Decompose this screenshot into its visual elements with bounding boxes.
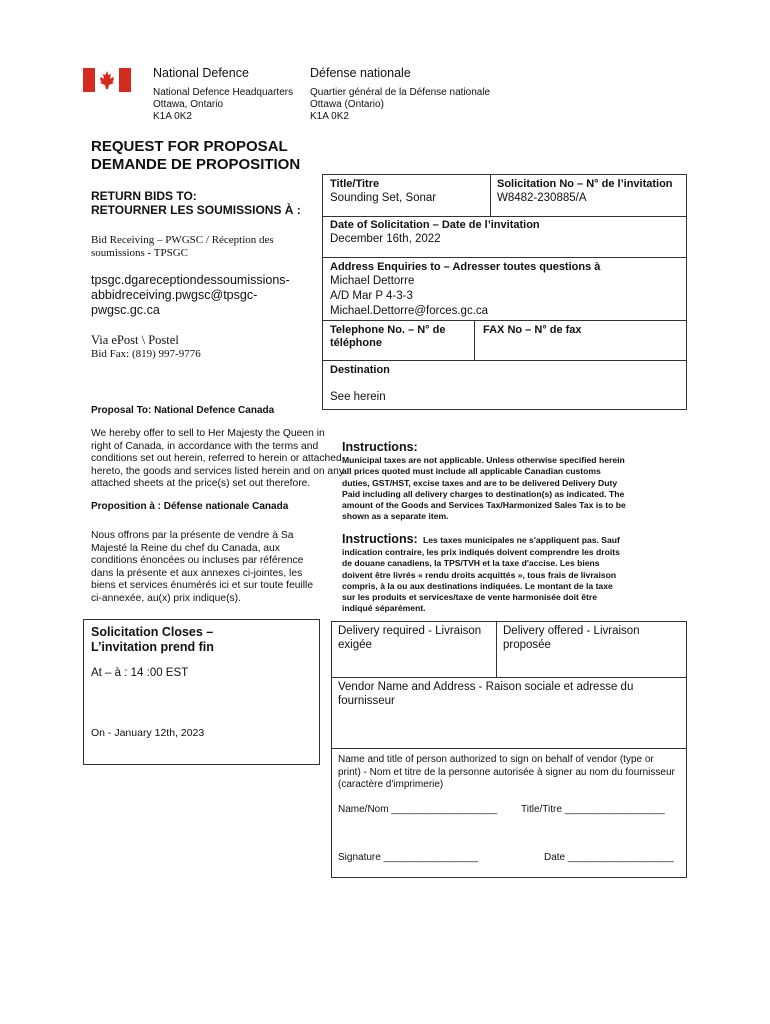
- instructions-body-en: Municipal taxes are not applicable. Unless otherwise specified herein all prices quoted must include all applicable Canadian customs duties, GST/HST, excise taxes and are to be delivered Delivery Duty Paid including all delivery charges to destination(s) as indicated. The amount of the Goods and Services Tax/Harmonized Sales Tax is to be shown as a separate item.: [342, 455, 626, 522]
- delivery-offered-cell: [497, 622, 686, 678]
- dept-name-en: National Defence: [153, 66, 249, 80]
- solicitation-no-cell: [491, 175, 686, 217]
- telephone-label: Telephone No. – N° de téléphone: [330, 324, 446, 349]
- title-label: Title/Titre: [330, 178, 380, 190]
- instructions-body-fr: indication contraire, les prix indiqués doivent comprendre les droits de douane canadiens, la TPS/TVH et la taxe d'accise. Les biens doivent être livrés « rendu droits acquittés », tous frais de livraison compris, à la ou aux destinations indiquées. Le montant de la taxe sur les produits et services/taxe de vente harmonisée doit être indiqué séparément.: [342, 547, 620, 614]
- solicitation-no-label: Solicitation No – N° de l’invitation: [497, 178, 673, 190]
- date-field[interactable]: Date ___________________: [544, 852, 674, 863]
- closing-time: At – à : 14 :00 EST: [91, 667, 189, 679]
- vendor-name-cell: [332, 678, 686, 749]
- enquiries-label: Address Enquiries to – Adresser toutes questions à: [330, 261, 601, 273]
- return-bids-heading: RETURN BIDS TO: RETOURNER LES SOUMISSIONS À :: [91, 189, 301, 217]
- authorized-signer-cell: [332, 749, 686, 877]
- title-value: Sounding Set, Sonar: [330, 192, 437, 204]
- destination-label: Destination: [330, 364, 390, 376]
- fax-cell: [475, 321, 686, 361]
- name-field[interactable]: Name/Nom ___________________: [338, 804, 498, 815]
- instructions-heading-en: Instructions:: [342, 440, 418, 454]
- solicitation-date-label: Date of Solicitation – Date de l’invitation: [330, 219, 540, 231]
- enquiries-value: Michael Dettorre A/D Mar P 4-3-3 Michael.Dettorre@forces.gc.ca: [330, 275, 489, 317]
- dept-name-fr: Défense nationale: [310, 66, 411, 80]
- enquiries-cell: [323, 258, 686, 321]
- title-en: REQUEST FOR PROPOSAL: [91, 138, 288, 155]
- bid-fax: Bid Fax: (819) 997-9776: [91, 348, 201, 360]
- solicitation-info-box: [322, 174, 687, 410]
- closing-heading: Solicitation Closes – L’invitation prend fin: [91, 625, 214, 654]
- solicitation-no-value: W8482-230885/A: [497, 192, 587, 204]
- vendor-box: [331, 621, 687, 878]
- delivery-offered-label: Delivery offered - Livraison proposée: [503, 625, 640, 651]
- dept-address-en: National Defence Headquarters Ottawa, Ontario K1A 0K2: [153, 87, 294, 122]
- proposal-offer-fr: Nous offrons par la présente de vendre à Sa Majesté la Reine du chef du Canada, aux conditions énoncées ou incluses par référence dans la présente et aux annexes ci-jointes, les biens et services énumérés ici et sur toute feuille ci-annexée, au(x) prix indique(s).: [91, 530, 314, 604]
- fax-label: FAX No – N° de fax: [483, 324, 582, 336]
- title-cell: [323, 175, 491, 217]
- canada-flag-icon: [83, 68, 131, 92]
- instructions-body-fr-first: Les taxes municipales ne s'appliquent pas. Sauf: [423, 535, 620, 545]
- vendor-name-label: Vendor Name and Address - Raison sociale et adresse du fournisseur: [338, 681, 634, 707]
- solicitation-date-cell: [323, 217, 686, 258]
- destination-cell: [323, 361, 686, 409]
- closing-date: On - January 12th, 2023: [91, 727, 205, 739]
- bid-delivery-method: Via ePost \ Postel: [91, 333, 179, 347]
- closing-box: [83, 619, 320, 765]
- bid-receiving-email: tpsgc.dgareceptiondessoumissions- abbidreceiving.pwgsc@tpsgc- pwgsc.gc.ca: [91, 273, 290, 317]
- telephone-cell: [323, 321, 475, 361]
- proposal-to-fr: Proposition à : Défense nationale Canada: [91, 501, 289, 512]
- proposal-to-en: Proposal To: National Defence Canada: [91, 405, 275, 416]
- destination-value: See herein: [330, 391, 386, 403]
- title-field[interactable]: Title/Titre __________________: [521, 804, 665, 815]
- dept-address-fr: Quartier général de la Défense nationale Ottawa (Ontario) K1A 0K2: [310, 87, 491, 122]
- bid-receiving-office: Bid Receiving – PWGSC / Réception des soumissions - TPSGC: [91, 234, 274, 259]
- signature-field[interactable]: Signature _________________: [338, 852, 479, 863]
- delivery-required-label: Delivery required - Livraison exigée: [338, 625, 482, 651]
- proposal-offer-en: We hereby offer to sell to Her Majesty the Queen in right of Canada, in accordance with the terms and conditions set out herein, referred to herein or attached hereto, the goods and services listed herein and on any attached sheets at the price(s) set out therefore.: [91, 428, 345, 489]
- authorized-signer-label: Name and title of person authorized to sign on behalf of vendor (type or print) - Nom et titre de la personne autorisée à signer au nom du fournisseur (caractère d'imprimerie): [338, 754, 675, 790]
- solicitation-date-value: December 16th, 2022: [330, 233, 441, 245]
- delivery-required-cell: [332, 622, 497, 678]
- instructions-heading-fr: Instructions:: [342, 532, 418, 546]
- title-fr: DEMANDE DE PROPOSITION: [91, 156, 301, 173]
